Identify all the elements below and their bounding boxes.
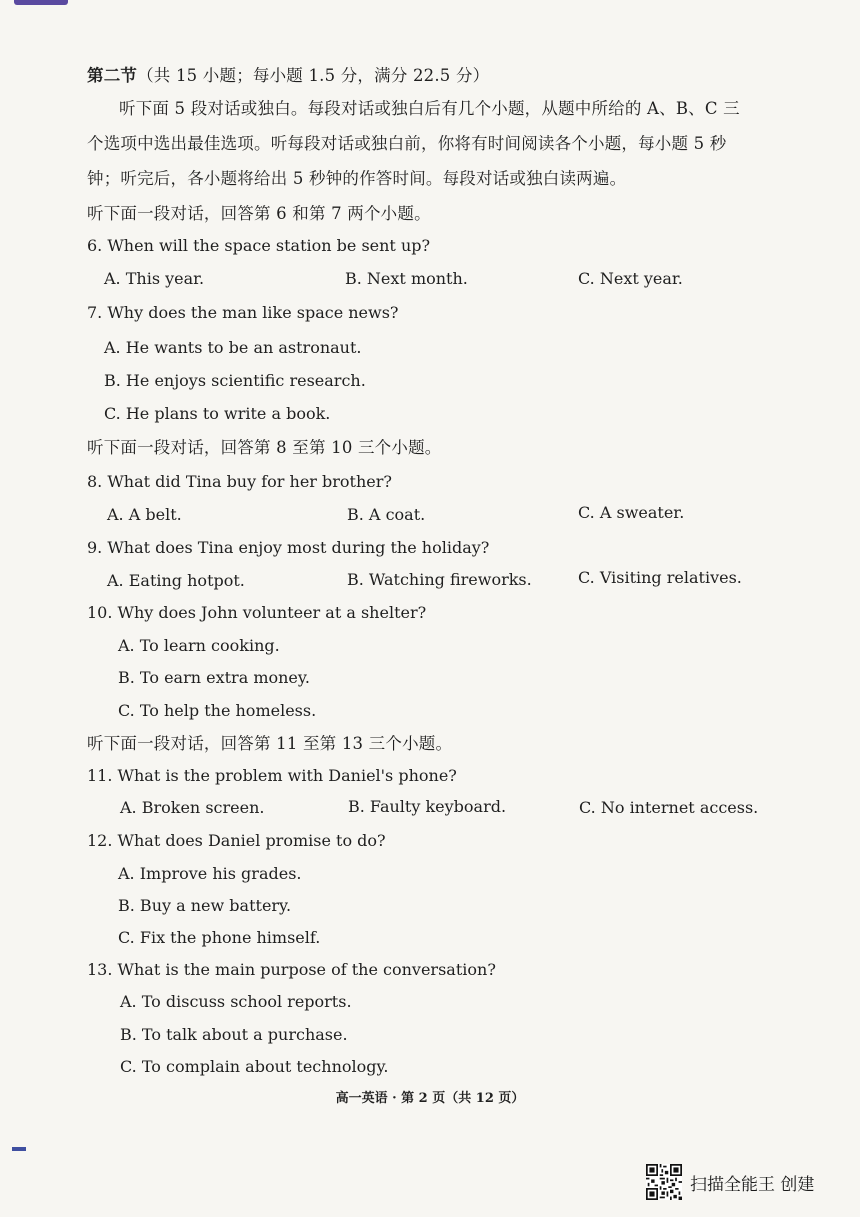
option-12a: A. Improve his grades. xyxy=(118,864,302,883)
scanner-watermark-text: 扫描全能王 创建 xyxy=(690,1174,815,1195)
option-8b: B. A coat. xyxy=(347,505,426,524)
option-10c: C. To help the homeless. xyxy=(118,701,317,720)
section-title-details: （共 15 小题；每小题 1.5 分，满分 22.5 分） xyxy=(137,66,490,85)
group-heading-1: 听下面一段对话，回答第 6 和第 7 两个小题。 xyxy=(87,204,431,223)
group-heading-2: 听下面一段对话，回答第 8 至第 10 三个小题。 xyxy=(87,438,442,457)
section-title-label: 第二节 xyxy=(87,66,138,85)
option-11b: B. Faulty keyboard. xyxy=(348,797,507,816)
option-13c: C. To complain about technology. xyxy=(120,1057,389,1076)
question-stem-10: 10. Why does John volunteer at a shelter? xyxy=(87,603,427,622)
scanner-watermark xyxy=(646,1163,814,1201)
question-stem-9: 9. What does Tina enjoy most during the holiday? xyxy=(87,538,490,557)
question-stem-13: 13. What is the main purpose of the conversation? xyxy=(87,960,496,979)
option-9a: A. Eating hotpot. xyxy=(107,571,245,590)
question-stem-8: 8. What did Tina buy for her brother? xyxy=(87,472,392,491)
option-10a: A. To learn cooking. xyxy=(118,636,280,655)
option-11a: A. Broken screen. xyxy=(120,798,265,817)
instruction-line-1: 听下面 5 段对话或独白。每段对话或独白后有几个小题，从题中所给的 A、B、C 三 xyxy=(119,99,740,118)
question-stem-11: 11. What is the problem with Daniel's phone? xyxy=(87,766,457,785)
option-7c: C. He plans to write a book. xyxy=(104,404,331,423)
option-8a: A. A belt. xyxy=(107,505,182,524)
option-12c: C. Fix the phone himself. xyxy=(118,928,321,947)
group-heading-3: 听下面一段对话，回答第 11 至第 13 三个小题。 xyxy=(87,734,453,753)
section-title xyxy=(87,66,489,86)
option-6b: B. Next month. xyxy=(345,269,468,288)
qr-code-icon xyxy=(646,1164,682,1200)
instruction-line-2: 个选项中选出最佳选项。听每段对话或独白前，你将有时间阅读各个小题，每小题 5 秒 xyxy=(87,134,727,153)
option-9b: B. Watching fireworks. xyxy=(347,570,532,589)
option-8c: C. A sweater. xyxy=(578,503,685,522)
option-6c: C. Next year. xyxy=(578,269,683,288)
option-12b: B. Buy a new battery. xyxy=(118,896,292,915)
instruction-line-3: 钟；听完后，各小题将给出 5 秒钟的作答时间。每段对话或独白读两遍。 xyxy=(87,169,627,188)
question-stem-12: 12. What does Daniel promise to do? xyxy=(87,831,386,850)
edge-color-mark xyxy=(12,1147,26,1151)
corner-color-mark xyxy=(14,0,68,5)
option-9c: C. Visiting relatives. xyxy=(578,568,742,587)
option-10b: B. To earn extra money. xyxy=(118,668,310,687)
option-6a: A. This year. xyxy=(104,269,205,288)
option-11c: C. No internet access. xyxy=(579,798,759,817)
option-13a: A. To discuss school reports. xyxy=(120,992,352,1011)
question-stem-6: 6. When will the space station be sent up? xyxy=(87,236,431,255)
option-13b: B. To talk about a purchase. xyxy=(120,1025,348,1044)
option-7b: B. He enjoys scientific research. xyxy=(104,371,366,390)
page-footer: 高一英语 · 第 2 页（共 12 页） xyxy=(335,1091,525,1106)
question-stem-7: 7. Why does the man like space news? xyxy=(87,303,399,322)
option-7a: A. He wants to be an astronaut. xyxy=(104,338,362,357)
